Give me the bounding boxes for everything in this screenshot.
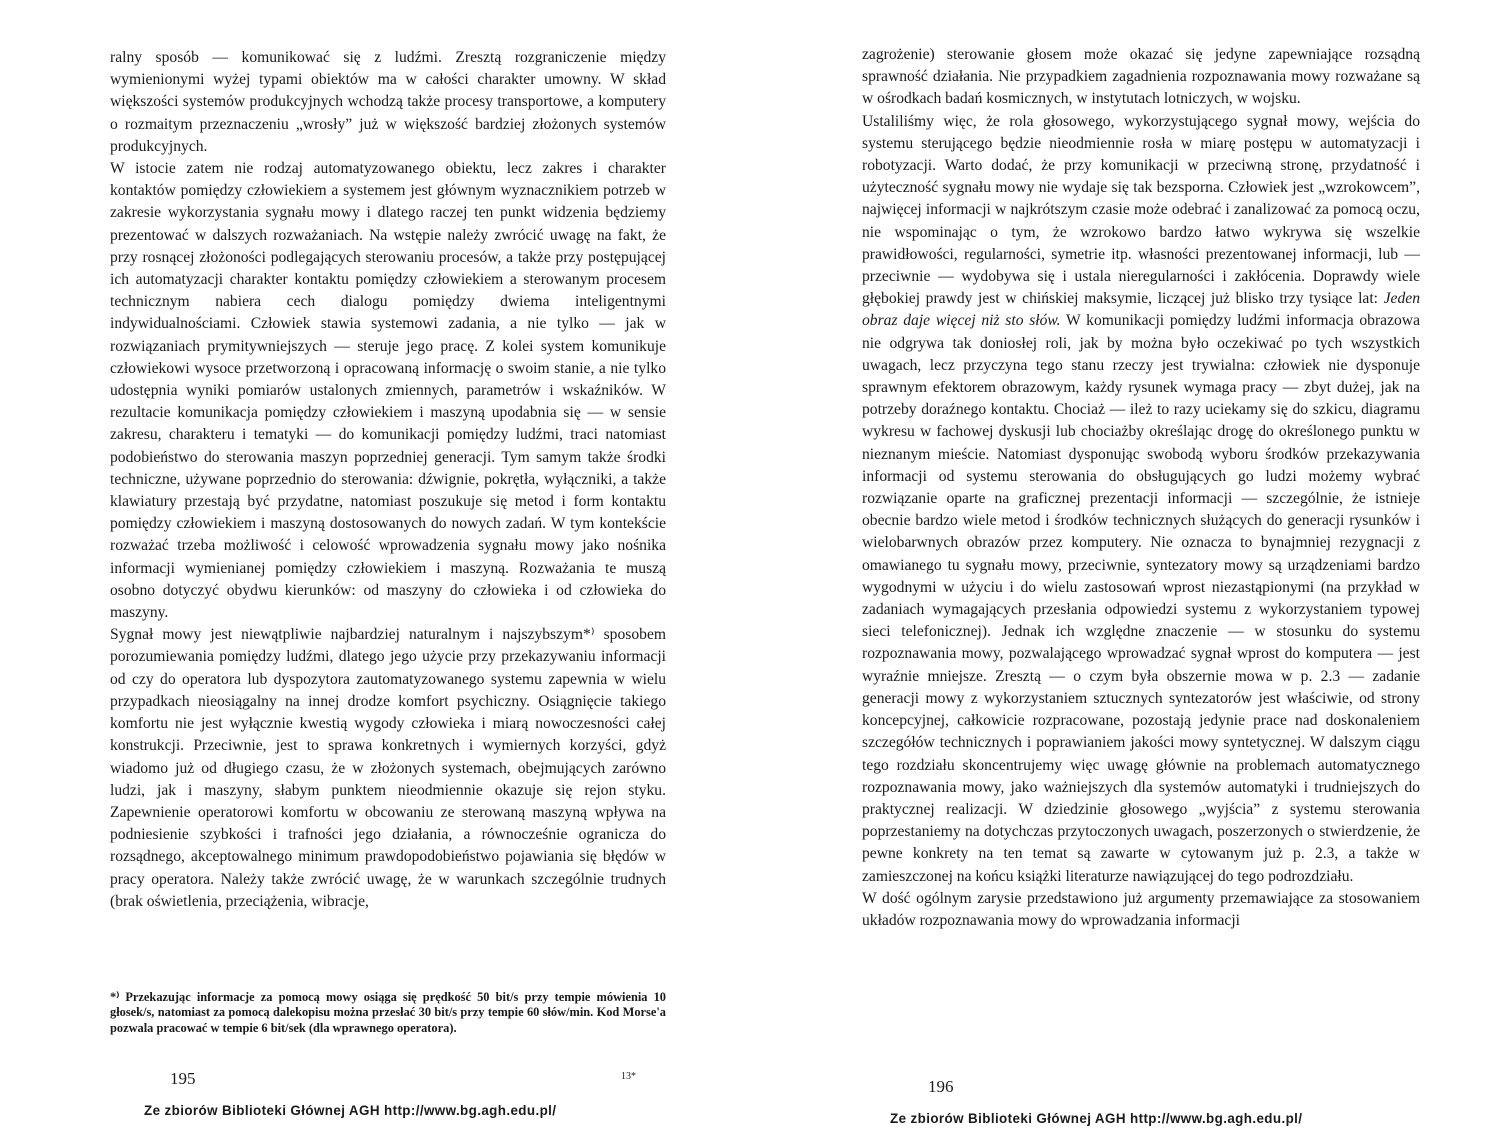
- left-page-text: [110, 47, 666, 913]
- footnote: [110, 990, 666, 1036]
- footnote-marker: *⁾: [110, 990, 120, 1004]
- paragraph: ralny sposób — komunikować się z ludźmi. Zresztą rozgraniczenie między wymienionymi wyżej typami obiektów ma w całości charakter umowny. W skład większości systemów produkcyjnych wchodzą także procesy transportowe, a komputery o rozmaitym przeznaczeniu „wrosły” już w większość bardziej złożonych systemów produkcyjnych.: [110, 49, 666, 155]
- maxim-quote: Jeden obraz daje więcej niż sto słów.: [862, 290, 1420, 330]
- paragraph: Sygnał mowy jest niewątpliwie najbardziej naturalnym i najszybszym*⁾ sposobem porozumiewania pomiędzy ludźmi, dlatego jego użycie przy przekazywaniu informacji od czy do operatora lub dyspozytora zautomatyzowanego systemu zapewnia w wielu przypadkach nieosiągalny na innej drodze komfort psychiczny. Osiągnięcie takiego komfortu nie jest wyłącznie kwestią wygody człowieka i miarą nowoczesności całej konstrukcji. Przeciwnie, jest to sprawa konkretnych i wymiernych korzyści, gdyż wiadomo już od długiego czasu, że w złożonych systemach, obejmujących zarówno ludzi, jak i maszyny, słabym punktem nieodmiennie okazuje się rejon styku. Zapewnienie operatorowi komfortu w obcowaniu ze sterowaną maszyną wpływa na podniesienie szybkości i trafności jego działania, a równocześnie ogranicza do rozsądnego, akceptowalnego minimum prawdopodobieństwo pojawiania się błędów w pracy operatora. Należy także zwrócić uwagę, że w warunkach szczególnie trudnych (brak oświetlenia, przeciążenia, wibracje,: [110, 626, 666, 910]
- page-number: 196: [928, 1077, 954, 1096]
- signature-mark: 13*: [621, 1071, 636, 1082]
- paragraph-text: Ustaliliśmy więc, że rola głosowego, wykorzystującego sygnał mowy, wejścia do systemu sterującego będzie nieodmiennie rosła w miarę postępu w automatyzacji i robotyzacji. Warto dodać, że przy komunikacji w przeciwną stronę, przydatność i użyteczność sygnału mowy nie wydaje się tak bezsporna. Człowiek jest „wzrokowcem”, najwięcej informacji w najkrótszym czasie może odebrać i zanalizować za pomocą oczu, nie wspominając o tym, że wzrokowo bardzo łatwo wykrywa się wszelkie prawidłowości, regularności, symetrie itp. własności prezentowanej informacji, lub — przeciwnie — wydobywa się i ustala nieregularności i zakłócenia. Doprawdy wiele głębokiej prawdy jest w chińskiej maksymie, liczącej już blisko trzy tysiące lat:: [862, 112, 1420, 308]
- library-source-line: Ze zbiorów Biblioteki Głównej AGH http://www.bg.agh.edu.pl/: [890, 1111, 1303, 1126]
- right-page-text: [862, 44, 1420, 932]
- library-source-line: Ze zbiorów Biblioteki Głównej AGH http://www.bg.agh.edu.pl/: [144, 1103, 557, 1118]
- paragraph: W dość ogólnym zarysie przedstawiono już argumenty przemawiające za stosowaniem układów rozpoznawania mowy do wprowadzania informacji: [862, 889, 1420, 929]
- paragraph: W istocie zatem nie rodzaj automatyzowanego obiektu, lecz zakres i charakter kontaktów pomiędzy człowiekiem a systemem jest głównym wyznacznikiem potrzeb w zakresie wykorzystania sygnału mowy i dlatego raczej ten punkt widzenia będziemy prezentować w dalszych rozważaniach. Na wstępie należy zwrócić uwagę na fakt, że przy rosnącej złożoności podlegających sterowaniu procesów, a także przy postępującej ich automatyzacji charakter kontaktu pomiędzy człowiekiem a sterowanym procesem technicznym nabiera cech dialogu pomiędzy dwiema inteligentnymi indywidualnościami. Człowiek stawia systemowi zadania, a nie tylko — jak w rozwiązaniach prymitywniejszych — steruje jego pracę. Z kolei system komunikuje człowiekowi wysoce przetworzoną i opracowaną informację o swoim stanie, a nie tylko udostępnia wyniki pomiarów ustalonych zmiennych, parametrów i wskaźników. W rezultacie komunikacja pomiędzy człowiekiem i maszyną upodabnia się — w sensie zakresu, charakteru i tematyki — do komunikacji pomiędzy ludźmi, traci natomiast podobieństwo do sterowania maszyn poprzedniej generacji. Tym samym także środki techniczne, używane poprzednio do sterowania: dźwignie, pokrętła, wyłączniki, a także klawiatury przestają być przydatne, natomiast poszukuje się metod i form kontaktu pomiędzy człowiekiem i maszyną dostosowanych do nowych zadań. W tym kontekście rozważać trzeba możliwość i celowość wprowadzenia sygnału mowy jako nośnika informacji wymienianej pomiędzy człowiekiem i maszyną. Rozważania te muszą osobno dotyczyć obydwu kierunków: od maszyny do człowieka i od człowieka do maszyny.: [110, 160, 666, 622]
- paragraph-text: W komunikacji pomiędzy ludźmi informacja obrazowa nie odgrywa tak doniosłej roli, jak by można było oczekiwać po tych wszystkich uwagach, lecz przyczyna tego stanu rzeczy jest trywialna: człowiek nie dysponuje sprawnym efektorem obrazowym, każdy rysunek wymaga pracy — zbyt dużej, jak na potrzeby doraźnego kontaktu. Chociaż — ileż to razy uciekamy się do szkicu, diagramu wykresu w fachowej dyskusji lub chociażby określając drogę do określonego punktu w nieznanym mieście. Natomiast dysponując swobodą wyboru środków przekazywania informacji od systemu sterowania do obsługujących go ludzi możemy wybrać rozwiązanie oparte na graficznej prezentacji informacji — szczególnie, że istnieje obecnie bardzo wiele metod i środków technicznych służących do generacji rysunków i wielobarwnych obrazów przez komputery. Nie oznacza to bynajmniej rezygnacji z omawianego tu sygnału mowy, przeciwnie, syntezatory mowy są urządzeniami bardzo wygodnymi w użyciu i do wielu zastosowań wprost niezastąpionymi (na przykład w zadaniach wymagających przesłania odpowiedzi systemu z wykorzystaniem typowej sieci telefonicznej). Jednak ich względne znaczenie — w stosunku do systemu rozpoznawania mowy, pozwalającego wprowadzać sygnał wprost do komputera — jest wyraźnie mniejsze. Zresztą — o czym była obszernie mowa w p. 2.3 — zadanie generacji mowy z wykorzystaniem sztucznych syntezatorów jest właściwie, od strony koncepcyjnej, całkowicie rozpracowane, pozostają jedynie prace nad doskonaleniem szczegółów technicznych i poprawianiem jakości mowy syntetycznej. W dalszym ciągu tego rozdziału skoncentrujemy więc uwagę głównie na problemach automatycznego rozpoznawania mowy, jako ważniejszych dla systemów automatyki i trudniejszych do praktycznej realizacji. W dziedzinie głosowego „wyjścia” z systemu sterowania poprzestaniemy na dotychczas przytoczonych uwagach, poszerzonych o stwierdzenie, że pewne konkrety na ten temat są zawarte w cytowanym już p. 2.3, a także w zamieszczonej na końcu książki literaturze nawiązującej do tego podrozdziału.: [862, 312, 1420, 885]
- right-page: [750, 0, 1500, 1131]
- paragraph: [862, 111, 1420, 888]
- paragraph: zagrożenie) sterowanie głosem może okazać się jedyne zapewniające rozsądną sprawność działania. Nie przypadkiem zagadnienia rozpoznawania mowy rozważane są w ośrodkach badań kosmicznych, w instytutach lotniczych, w wojsku.: [862, 46, 1420, 108]
- page-number: 195: [170, 1069, 196, 1088]
- footnote-text: Przekazując informacje za pomocą mowy osiąga się prędkość 50 bit/s przy tempie mówienia 10 głosek/s, natomiast za pomocą dalekopisu można przesłać 30 bit/s przy tempie 60 słów/min. Kod Morse'a pozwala pracować w tempie 6 bit/sek (dla wprawnego operatora).: [110, 990, 666, 1035]
